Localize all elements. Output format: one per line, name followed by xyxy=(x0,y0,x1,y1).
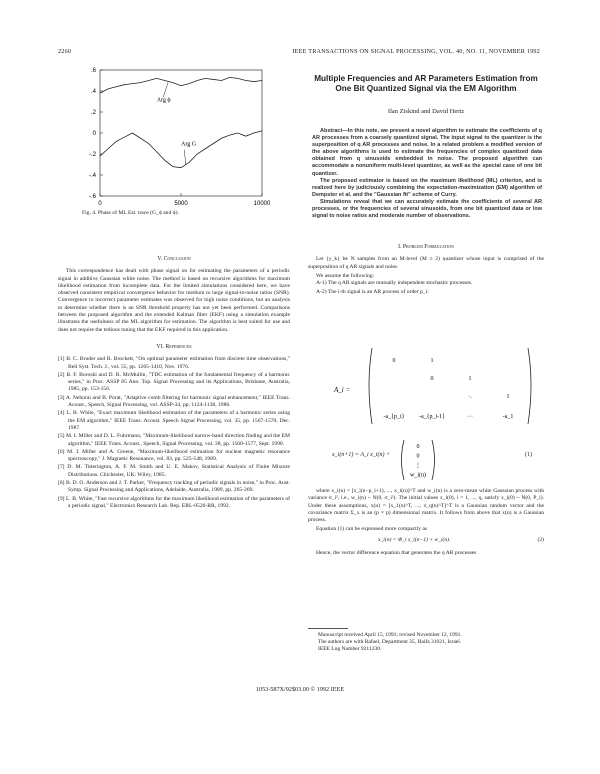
paper-authors: Ilan Ziskind and David Hertz xyxy=(387,108,465,115)
abstract-para-1: Abstract—In this note, we present a novel algorithm to estimate the coefficients of q AR processes from a coarsely quantized signal. The input signal to the quantizer is the superposition of q AR processes and noise. In a related problem a modified version of the above algorithms is used to estimate the frequencies of complex quantized data obtained from q sinusoids embedded in noise. The proposed algorithm can accommodate a nonuniform multi-level quantizer, as well as the special case of one bit quantizer. xyxy=(312,128,542,177)
text-after-eq1: where x_i(n) = [x_i(n−p_i+1), ..., x_i(n)]^T and w_i(n) is a zero-mean white Gaussian process with variance σ_i², i.e., w_i(n) ~ N(0, σ_i²). The initial values x_i(0), i = 1, ..., q, satisfy x_i(0) ~ N(0, P_i). Under these assumptions, x(n) = [x_1(n)^T, ..., x_q(n)^T]^T is a Gaussian random vector and the covariance matrix Σ_x is an (p × p) dimensional matrix. It follows from above that x(n) is a Gaussian process. xyxy=(308,488,544,524)
references-heading: VI. References xyxy=(156,343,192,350)
matrix-entry: -a_{p_i-1} xyxy=(418,414,446,420)
reference-item: [7] D. M. Titterington, A. F. M. Smith and U. E. Makov, Statistical Analysis of Finite Mixture Distributions. Chichester, UK: Wiley, 1985. xyxy=(58,464,290,478)
abstract-para-3: Simulations reveal that we can accurately estimate the coefficients of several AR processes, or the frequencies of several sinusoids, from one bit quantized data or low signal to noise ratios and moderate number of observations. xyxy=(312,198,542,220)
y-tick-label: -.4 xyxy=(88,173,96,179)
eq1-lhs: x_i(n+1) = A_i x_i(n) + xyxy=(332,452,391,458)
eq1-vector xyxy=(398,438,438,482)
right-body xyxy=(308,238,544,297)
reference-item: [5] M. I. Miller and D. L. Fuhrmann, "Maximum-likelihood narrow-band direction finding and the EM algorithm," IEEE Trans. Acoust., Speech, Signal Processing, vol. 38, pp. 1560-1577, Sept. 1990. xyxy=(58,433,290,447)
eq2-number: (2) xyxy=(537,536,544,543)
matrix-entry: -a_1 xyxy=(502,414,514,420)
matrix-entry: 0 xyxy=(392,358,396,364)
series-line-arg-g xyxy=(100,131,262,168)
reference-item: [6] M. I. Miller and A. Greene, "Maximum-likelihood estimation for nuclear magnetic resonance spectroscopy," J. Magnetic Resonance, vol. 83, pp. 525-548, 1989. xyxy=(58,448,290,463)
curve-label-top-leader xyxy=(163,83,168,98)
matrix-entry: 0 xyxy=(430,376,434,382)
reference-item: [4] L. B. White, "Exact maximum likelihood estimation of the parameters of a harmonic series using the EM algorithm," IEEE Trans. Acoust. Speech Signal Processing, vol. 35, pp. 1567-1570, Dec. 1987. xyxy=(58,410,290,431)
y-tick-label: .2 xyxy=(90,110,96,116)
copyright-footer: 1053-587X/92$03.00 © 1992 IEEE xyxy=(255,686,345,693)
page-number: 2260 xyxy=(58,48,72,55)
matrix-entry: 1 xyxy=(468,376,472,382)
x-tick-label: 5000 xyxy=(174,201,188,207)
matrix-entry: ·. xyxy=(468,394,472,400)
assumption-2: A-2) The i-th signal is an AR process of order p_i: xyxy=(316,289,429,296)
text-after-eq2: Hence, the vector difference equation that generates the q AR processes xyxy=(316,549,477,556)
curve-label-bottom-leader xyxy=(184,150,186,165)
matrix-entry: ··· xyxy=(467,414,473,420)
x-tick-label: 0 xyxy=(98,201,102,207)
conclusion-heading: V. Conclusion xyxy=(157,256,191,262)
matrix-entry: 1 xyxy=(430,358,434,364)
reference-list xyxy=(58,356,290,510)
eq1-number: (1) xyxy=(525,452,532,458)
reference-item: [3] A. Nehorai and B. Porat, "Adaptive comb filtering for harmonic signal enhancement," IEEE Trans. Acoust., Speech, Signal Processing, vol. ASSP-34, pp. 1124-1138, 1986. xyxy=(58,394,290,409)
y-tick-label: .4 xyxy=(90,89,96,95)
assumption-1: A-1) The q AR signals are mutually independent stochastic processes. xyxy=(316,280,473,287)
footnote-rule xyxy=(308,628,348,629)
footnote: Manuscript received April 15, 1991; revised November 12, 1991. The authors are with Rafael, Department 35, Haifa 31021, Israel. IEEE Log Number 9211230. xyxy=(318,632,462,652)
vector-entry: 0 xyxy=(416,444,420,450)
eq2-body: x_i(n) = Φ_i x_i(n−1) + w_i(n). xyxy=(378,536,451,543)
vector-entry: 0 xyxy=(416,453,420,460)
assume-text: We assume the following: xyxy=(316,272,375,279)
reference-item: [1] B. C. Bruder and R. Brockett, "On optimal parameter estimation from discrete time observations," Bell Syst. Tech. J., vol. 55, pp. 1265-1410, Nov. 1976. xyxy=(58,356,290,370)
abstract xyxy=(312,128,542,220)
running-header xyxy=(58,48,540,58)
matrix-cells xyxy=(383,358,513,420)
equation-1 xyxy=(332,438,532,482)
vector-entry: w_i(n) xyxy=(410,472,426,479)
intro-text: Let {y_k} be N samples from an M-level (M ≥ 2) quantizer whose input is comprised of the superposition of q AR signals and noise. xyxy=(308,256,544,270)
matrix-entry: 1 xyxy=(506,394,510,400)
matrix-label: A_i = xyxy=(334,386,351,394)
journal-line: IEEE TRANSACTIONS ON SIGNAL PROCESSING, VOL. 40, NO. 11, NOVEMBER 1992 xyxy=(292,48,540,55)
reference-item: [9] L. B. White, "Fast recursive algorithms for the maximum likelihood estimation of the parameters of a periodic signal," Electronics Research Lab. Rep. ERL-0520-RR, 1992. xyxy=(58,495,290,509)
eq2-intro: Equation (1) can be expressed more compactly as xyxy=(316,526,428,533)
x-tick-label: 10000 xyxy=(253,201,270,207)
matrix-entry: -a_{p_i} xyxy=(383,414,405,420)
abstract-para-2: The proposed estimator is based on the maximum likelihood (ML) criterion, and is realized here by judiciously combining the expectation-maximization (EM) algorithm of Dempster et al. and the "Gaussian fit" scheme of Curry. xyxy=(312,177,542,198)
y-tick-label: 0 xyxy=(92,131,96,137)
y-tick-label: -.6 xyxy=(88,194,96,200)
matrix-equation xyxy=(332,340,532,430)
equation-2 xyxy=(308,537,544,547)
y-tick-label: .6 xyxy=(90,68,96,74)
section-heading: I. Problem Formulation xyxy=(398,244,454,250)
curve-label-top: Arg ϕ xyxy=(156,97,171,104)
right-body-2 xyxy=(308,488,544,557)
curve-label-bottom: Arg G xyxy=(181,141,197,148)
left-column xyxy=(58,250,290,511)
conclusion-text: This correspondence has dealt with phase signal on for estimating the parameters of a periodic signal in additive Gaussian white noise. The method is based on recursive algorithms for maximum likelihood estimation from incomplete data. For the limited simulations considered here, we have observed consistent empirical convergence behavior for medium to large signal-to-noise ratios (SNR). Convergence to incorrect parameter estimates was observed for high noise conditions, but an analysis to determine whether there is an SNR threshold property has not yet been performed. Comparisons between the proposed algorithm and the extended Kalman filter (EKF) using a simulation example illustrates the usefulness of the ML algorithm for estimation. The algorithm is best suited for use and does not require the tedious tuning that the EKF required in this application. xyxy=(58,268,290,333)
reference-item: [2] B. F. Boroski and D. R. McMullin, "TDC estimation of the fundamental frequency of a harmonic series," in Proc. ASSP 85 Ann. Top. Signal Processing and its Applications, Brisbane, Australia, 1985, pp. 153-156. xyxy=(58,371,290,393)
vector-entry: ⋮ xyxy=(415,463,421,469)
paper-title: Multiple Frequencies and AR Parameters Estimation from One Bit Quantized Signal via the EM Algorithm xyxy=(314,74,538,93)
reference-item: [8] B. D. O. Anderson and J. T. Parker, "Frequency tracking of periodic signals in noise," in Proc. Aust. Symp. Signal Processing and Applications, Adelaide, Australia, 1989, pp. 265-269. xyxy=(58,480,290,494)
series-line-arg-phi xyxy=(100,77,262,93)
figure-caption: Fig. 4. Phase of ML Est. trace (G_ϕ and ϕ). xyxy=(82,210,179,216)
y-tick-label: -.2 xyxy=(88,152,96,158)
phase-plot xyxy=(70,64,270,214)
